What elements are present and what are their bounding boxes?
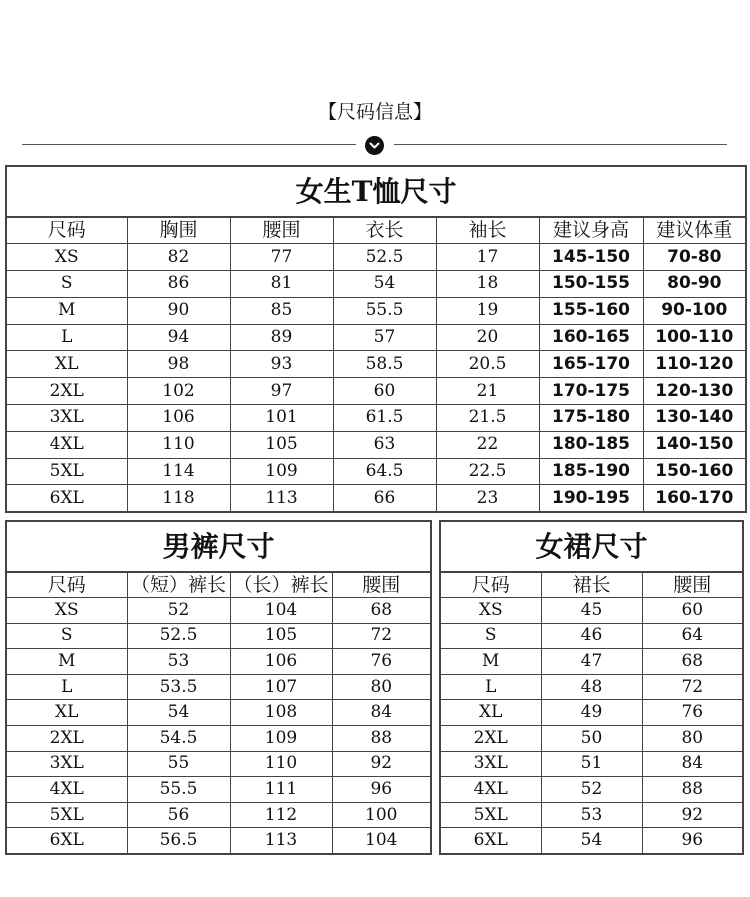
size-cell: 4XL [6,777,127,803]
table-row [6,405,746,432]
table-row [6,751,431,777]
table-row [440,623,743,649]
value-cell: 55.5 [127,777,230,803]
table-row [6,649,431,675]
value-cell: 80 [332,674,431,700]
table-row [6,598,431,624]
value-cell: 88 [332,726,431,752]
value-cell: 18 [436,271,539,298]
size-cell: M [6,649,127,675]
value-cell: 61.5 [333,405,436,432]
column-header: 尺码 [6,572,127,598]
value-cell: 50 [541,726,642,752]
value-cell: 72 [332,623,431,649]
value-cell: 89 [230,324,333,351]
value-cell: 88 [642,777,743,803]
value-cell: 85 [230,297,333,324]
value-cell: 53 [127,649,230,675]
value-cell: 57 [333,324,436,351]
size-cell: 2XL [6,378,127,405]
table-row [6,485,746,512]
value-cell: 160-170 [643,485,746,512]
table-row [6,324,746,351]
table-row [440,802,743,828]
table-row [6,351,746,378]
value-cell: 110 [127,431,230,458]
table-row [6,378,746,405]
size-cell: L [6,674,127,700]
value-cell: 53.5 [127,674,230,700]
size-cell: L [440,674,541,700]
size-cell: 5XL [6,802,127,828]
table-row [6,700,431,726]
value-cell: 114 [127,458,230,485]
value-cell: 56 [127,802,230,828]
value-cell: 54.5 [127,726,230,752]
table-row [6,674,431,700]
value-cell: 130-140 [643,405,746,432]
value-cell: 110 [230,751,332,777]
chevron-down-icon [365,136,384,155]
size-cell: 6XL [6,828,127,854]
value-cell: 92 [332,751,431,777]
value-cell: 165-170 [539,351,643,378]
column-header: 尺码 [6,217,127,244]
value-cell: 21.5 [436,405,539,432]
value-cell: 76 [642,700,743,726]
size-cell: S [440,623,541,649]
column-header: 腰围 [332,572,431,598]
value-cell: 60 [642,598,743,624]
value-cell: 118 [127,485,230,512]
column-header: 衣长 [333,217,436,244]
value-cell: 100-110 [643,324,746,351]
column-header: 裙长 [541,572,642,598]
value-cell: 77 [230,244,333,271]
value-cell: 51 [541,751,642,777]
table-row [440,649,743,675]
value-cell: 102 [127,378,230,405]
value-cell: 185-190 [539,458,643,485]
women-tshirt-size-table [5,165,747,513]
table-row [440,751,743,777]
table-row [6,244,746,271]
men-pants-size-table [5,520,432,855]
size-cell: 2XL [440,726,541,752]
value-cell: 55 [127,751,230,777]
size-cell: S [6,623,127,649]
column-header: 建议身高 [539,217,643,244]
value-cell: 52.5 [333,244,436,271]
size-cell: 2XL [6,726,127,752]
value-cell: 93 [230,351,333,378]
value-cell: 22.5 [436,458,539,485]
table-title: 男裤尺寸 [6,521,431,572]
column-header: 建议体重 [643,217,746,244]
value-cell: 96 [332,777,431,803]
value-cell: 56.5 [127,828,230,854]
value-cell: 170-175 [539,378,643,405]
value-cell: 49 [541,700,642,726]
table-row [6,828,431,854]
value-cell: 155-160 [539,297,643,324]
value-cell: 109 [230,726,332,752]
value-cell: 54 [127,700,230,726]
size-cell: 3XL [6,751,127,777]
size-cell: XL [6,700,127,726]
value-cell: 108 [230,700,332,726]
value-cell: 52 [541,777,642,803]
size-cell: 4XL [440,777,541,803]
value-cell: 100 [332,802,431,828]
size-cell: M [440,649,541,675]
size-cell: 5XL [440,802,541,828]
value-cell: 63 [333,431,436,458]
divider-right [394,144,727,145]
value-cell: 54 [333,271,436,298]
value-cell: 190-195 [539,485,643,512]
column-header: （长）裤长 [230,572,332,598]
table-row [440,777,743,803]
value-cell: 70-80 [643,244,746,271]
value-cell: 60 [333,378,436,405]
value-cell: 19 [436,297,539,324]
value-cell: 150-155 [539,271,643,298]
value-cell: 175-180 [539,405,643,432]
size-cell: 6XL [440,828,541,854]
value-cell: 105 [230,623,332,649]
value-cell: 23 [436,485,539,512]
value-cell: 55.5 [333,297,436,324]
table-row [6,458,746,485]
value-cell: 90-100 [643,297,746,324]
value-cell: 113 [230,485,333,512]
value-cell: 20.5 [436,351,539,378]
table-row [6,623,431,649]
value-cell: 105 [230,431,333,458]
value-cell: 21 [436,378,539,405]
value-cell: 96 [642,828,743,854]
table-row [440,598,743,624]
value-cell: 94 [127,324,230,351]
page-title: 【尺码信息】 [317,101,432,123]
table-row [440,828,743,854]
value-cell: 112 [230,802,332,828]
size-cell: S [6,271,127,298]
value-cell: 106 [230,649,332,675]
value-cell: 104 [230,598,332,624]
value-cell: 64.5 [333,458,436,485]
value-cell: 22 [436,431,539,458]
value-cell: 58.5 [333,351,436,378]
size-cell: 3XL [6,405,127,432]
divider-left [22,144,356,145]
column-header: 袖长 [436,217,539,244]
table-row [6,777,431,803]
size-cell: XS [6,598,127,624]
value-cell: 109 [230,458,333,485]
column-header: 胸围 [127,217,230,244]
size-cell: XL [440,700,541,726]
table-row [440,700,743,726]
value-cell: 82 [127,244,230,271]
value-cell: 90 [127,297,230,324]
value-cell: 53 [541,802,642,828]
value-cell: 81 [230,271,333,298]
value-cell: 92 [642,802,743,828]
value-cell: 17 [436,244,539,271]
size-cell: XS [440,598,541,624]
value-cell: 180-185 [539,431,643,458]
value-cell: 80 [642,726,743,752]
value-cell: 66 [333,485,436,512]
value-cell: 52.5 [127,623,230,649]
value-cell: 76 [332,649,431,675]
table-title: 女生T恤尺寸 [6,166,746,217]
size-cell: 4XL [6,431,127,458]
value-cell: 113 [230,828,332,854]
table-title: 女裙尺寸 [440,521,743,572]
value-cell: 120-130 [643,378,746,405]
table-row [6,271,746,298]
value-cell: 86 [127,271,230,298]
value-cell: 84 [642,751,743,777]
value-cell: 104 [332,828,431,854]
value-cell: 97 [230,378,333,405]
column-header: 腰围 [230,217,333,244]
value-cell: 106 [127,405,230,432]
value-cell: 68 [332,598,431,624]
value-cell: 46 [541,623,642,649]
size-cell: XL [6,351,127,378]
size-cell: L [6,324,127,351]
value-cell: 52 [127,598,230,624]
value-cell: 84 [332,700,431,726]
size-cell: 3XL [440,751,541,777]
size-cell: XS [6,244,127,271]
column-header: 腰围 [642,572,743,598]
value-cell: 20 [436,324,539,351]
value-cell: 47 [541,649,642,675]
value-cell: 140-150 [643,431,746,458]
size-cell: M [6,297,127,324]
table-row [6,726,431,752]
value-cell: 64 [642,623,743,649]
table-row [440,674,743,700]
size-cell: 5XL [6,458,127,485]
value-cell: 72 [642,674,743,700]
value-cell: 160-165 [539,324,643,351]
value-cell: 150-160 [643,458,746,485]
value-cell: 145-150 [539,244,643,271]
table-row [6,802,431,828]
table-row [6,297,746,324]
column-header: （短）裤长 [127,572,230,598]
value-cell: 45 [541,598,642,624]
value-cell: 54 [541,828,642,854]
value-cell: 107 [230,674,332,700]
column-header: 尺码 [440,572,541,598]
value-cell: 110-120 [643,351,746,378]
value-cell: 101 [230,405,333,432]
women-skirt-size-table [439,520,744,855]
value-cell: 68 [642,649,743,675]
table-row [6,431,746,458]
value-cell: 111 [230,777,332,803]
value-cell: 80-90 [643,271,746,298]
table-row [440,726,743,752]
value-cell: 48 [541,674,642,700]
value-cell: 98 [127,351,230,378]
size-cell: 6XL [6,485,127,512]
